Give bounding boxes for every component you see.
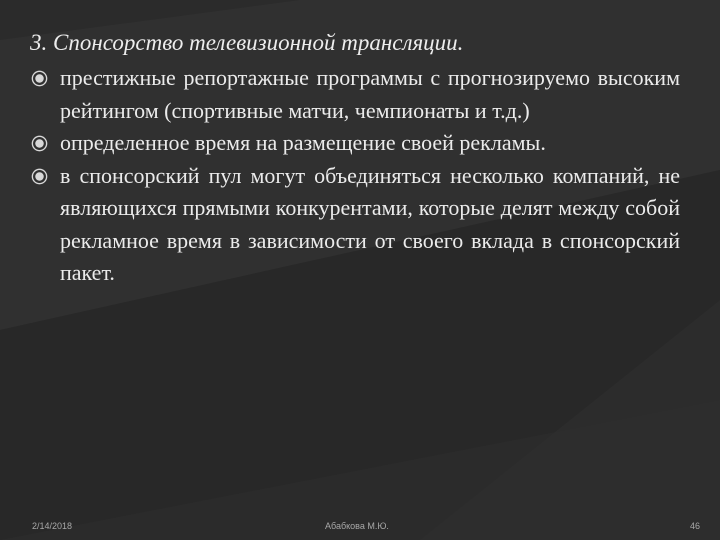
target-circle-icon: [31, 168, 48, 185]
bullet-item: [30, 62, 680, 127]
bullet-text: престижные репортажные программы с прогнозируемо высоким рейтингом (спортивные матчи, чемпионаты и т.д.): [60, 65, 680, 123]
bullet-text: в спонсорский пул могут объединяться несколько компаний, не являющихся прямыми конкурентами, которые делят между собой рекламное время в зависимости от своего вклада в спонсорский пакет.: [60, 162, 680, 285]
bullet-item: [30, 127, 680, 160]
footer-author: Абабкова М.Ю.: [325, 521, 389, 531]
slide-heading: 3. Спонсорство телевизионной трансляции.: [30, 30, 464, 55]
footer-page-number: 46: [690, 521, 701, 531]
slide-content: [30, 28, 680, 290]
target-circle-icon: [31, 70, 48, 87]
bullet-item: [30, 160, 680, 290]
target-circle-icon: [31, 135, 48, 152]
bullet-text: определенное время на размещение своей рекламы.: [60, 130, 546, 155]
footer-date: 2/14/2018: [32, 521, 73, 531]
